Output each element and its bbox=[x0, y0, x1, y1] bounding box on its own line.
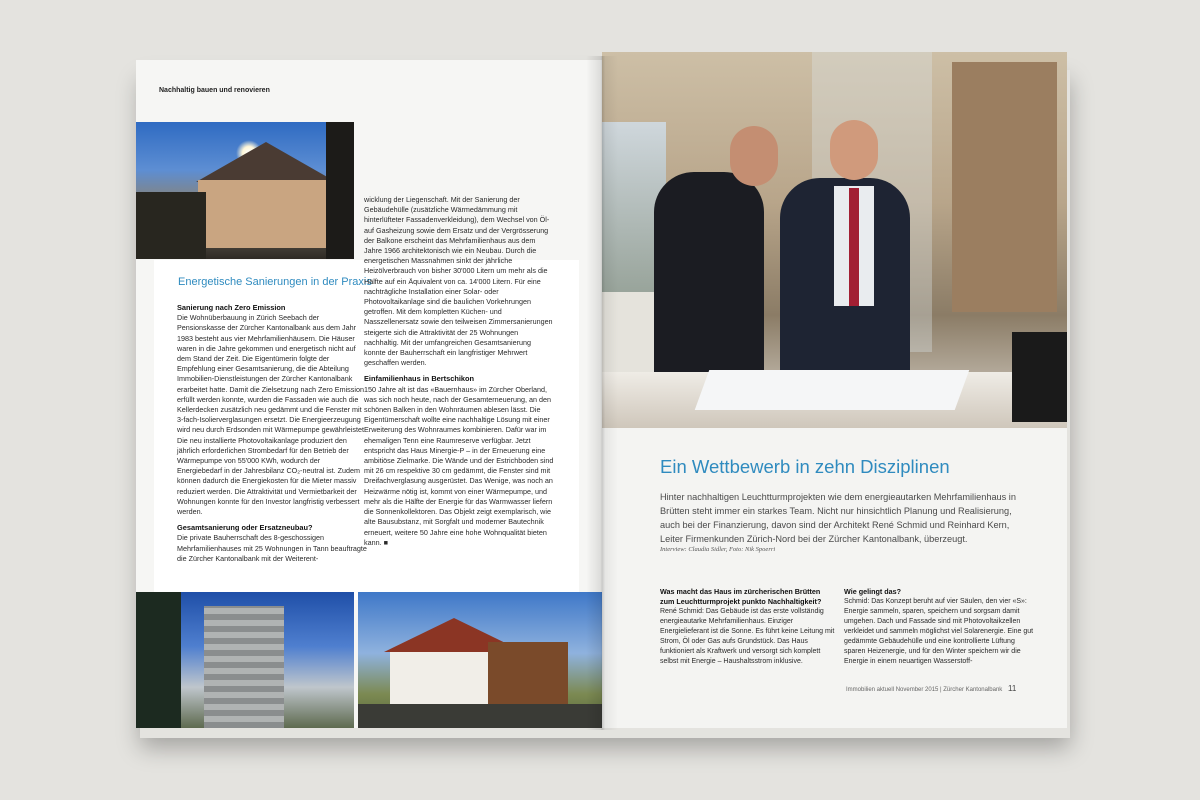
right-page bbox=[602, 52, 1067, 728]
section2-text: Die private Bauherrschaft des 8-geschossigen Mehrfamilienhauses mit 25 Wohnungen in Tann beauftragte die Zürcher Kantonalbank mit der Weiterent- bbox=[177, 533, 367, 563]
section3-text: 150 Jahre alt ist das «Bauernhaus» im Zürcher Oberland, was sich noch heute, nach der Gesamterneuerung, an den schönen Balken in den Wohnräumen ablesen lässt. Die Eigentümerschaft wollte eine nachhaltige Lösung mit einer Erweiterung des Wohnraumes kombinieren. Dafür war im ehemaligen Tenn eine Raumreserve verfügbar. Jetzt entspricht das Haus Minergie-P – in der Erneuerung eine ambitiöse Zielmarke. Die Wände und der Estrichboden sind mit 26 cm respektive 30 cm gedämmt, die Fenster sind mit Dreifachverglasung ausgerüstet. Das Wenige, was noch an Heizwärme nötig ist, kommt von einer Wärmepumpe, und mehr als die Hälfte der Energie für das Warmwasser liefern die Sonnenkollektoren. Das Objekt zeigt exemplarisch, wie alte Bausubstanz, mit Sorgfalt und moderner Bautechnik erneuert, weitere 50 Jahre eine hohe Wohnqualität bieten kann. ■ bbox=[364, 384, 554, 547]
spine-shadow bbox=[586, 56, 618, 730]
q2-heading: Wie gelingt das? bbox=[844, 587, 902, 596]
pine-tree bbox=[136, 592, 181, 728]
section2-heading: Gesamtsanierung oder Ersatzneubau? bbox=[177, 523, 313, 533]
article-credit: Interview: Claudia Sidler, Foto: Nik Spoerri bbox=[660, 546, 776, 553]
tree-shadow-right bbox=[326, 122, 354, 259]
col2-text: wicklung der Liegenschaft. Mit der Sanierung der Gebäudehülle (zusätzliche Wärmedämmung mit hinterlüfteter Fassadenverkleidung), dem Wechsel von Öl- auf Gasheizung sowie dem Ersatz und der Vergrösserung der Balkone erscheint das Mehrfamilienhaus aus dem Jahre 1966 architektonisch wie ein Neubau. Durch die energetischen Massnahmen sinkt der jährliche Heizölverbrauch von bisher 30'000 Litern um mehr als die Hälfte auf ein Äquivalent von ca. 14'000 Litern. Für eine nachträgliche Installation einer Solar- oder Photovoltaikanlage sind die baulichen Vorkehrungen getroffen. Mit dem kompletten Küchen- und Nasszellenersatz sowie den teilweisen Zimmersanierungen steigerte sich die Attraktivität der 25 Wohnungen nachhaltig. Mit der umfangreichen Gesamtsanierung konnte der Bauherrschaft ein langfristiger Mehrwert geschaffen werden. bbox=[364, 195, 553, 368]
column-1 bbox=[177, 303, 367, 570]
page-footer: Immobilien aktuell November 2015 | Zürcher Kantonalbank bbox=[846, 687, 1003, 693]
interview-photo bbox=[602, 52, 1067, 428]
wall-panel bbox=[952, 62, 1057, 312]
man1-head bbox=[730, 126, 778, 186]
left-page bbox=[136, 60, 602, 728]
farmhouse-photo bbox=[358, 592, 602, 728]
page-number: 11 bbox=[1008, 684, 1017, 693]
article-title: Ein Wettbewerb in zehn Disziplinen bbox=[660, 456, 950, 477]
man2-head bbox=[830, 120, 878, 180]
house-roof bbox=[196, 142, 336, 182]
section1-heading: Sanierung nach Zero Emission bbox=[177, 303, 286, 312]
man-dark-suit bbox=[654, 172, 764, 392]
scaffold-building-photo bbox=[136, 592, 354, 728]
red-tie bbox=[849, 188, 859, 306]
road bbox=[358, 704, 602, 728]
question-1 bbox=[660, 587, 835, 667]
question-2 bbox=[844, 587, 1034, 667]
scaffolded-tower bbox=[204, 606, 284, 728]
q2-text: Schmid: Das Konzept beruht auf vier Säulen, den vier «S»: Energie sammeln, sparen, speichern und sorgsam damit umgehen. Dach und Fassade sind mit Photovoltaikzellen verkleidet und sammeln möglichst viel Solarenergie. Eine gut gedämmte Gebäudehülle und eine kontrollierte Lüftung sparen Heizenergie, und für den Winter speichern wir die Energie in einem neuartigen Wasserstoff- bbox=[844, 598, 1034, 665]
q1-heading: Was macht das Haus im zürcherischen Brütten zum Leuchtturmprojekt punkto Nachhaltigkeit? bbox=[660, 587, 822, 606]
house-wall bbox=[198, 180, 334, 248]
running-head: Nachhaltig bauen und renovieren bbox=[159, 87, 270, 94]
column-2 bbox=[364, 195, 554, 554]
tree-shadow bbox=[136, 192, 206, 259]
architectural-plans bbox=[695, 370, 970, 410]
office-chair bbox=[1012, 332, 1067, 422]
building-photo-sunset bbox=[136, 122, 354, 259]
section1-text: Die Wohnüberbauung in Zürich Seebach der Pensionskasse der Zürcher Kantonalbank aus dem Jahr 1983 besteht aus vier Mehrfamilienhäusern. Die Häuser waren in die Jahre gekommen und energetisch nicht auf dem Stand der Zeit. Die Eigentümerin folgte der Empfehlung einer Gesamtsanierung, die die Abteilung Immobilien-Dienstleistungen der Zürcher Kantonalbank erarbeitet hatte. Damit die Zielsetzung nach Zero Emission erfüllt werden konnte, wurden die Fassaden wie auch die Kellerdecken zusätzlich neu gedämmt und die Fenster mit 3-fach-Isolierverglasungen ersetzt. Die Energieerzeugung wird neu durch Erdsonden mit Wärmepumpe gewährleistet. Die neu installierte Photovoltaikanlage produziert den jährlich erforderlichen Strombedarf für den Betrieb der Wärmepumpe von 55'000 KWh, wodurch der Energiebedarf in der Jahresbilanz CO₂-neutral ist. Zudem können dadurch die Energiekosten für die Mieter massiv reduziert werden. Die Attraktivität und Vermietbarkeit der Wohnungen konnte für den Investor langfristig verbessert werden. bbox=[177, 313, 366, 517]
barn bbox=[488, 642, 568, 708]
box-heading: Energetische Sanierungen in der Praxis bbox=[178, 276, 372, 288]
article-lead: Hinter nachhaltigen Leuchtturmprojekten wie dem energieautarken Mehrfamilienhaus in Brütten steht immer ein starkes Team. Nicht nur hinsichtlich Planung und Realisierung, auch bei der Finanzierung, davon sind der Architekt René Schmid und Reinhard Kern, Leiter Firmenkunden Zürich-Nord bei der Zürcher Kantonalbank, überzeugt. bbox=[660, 492, 1016, 544]
section3-heading: Einfamilienhaus in Bertschikon bbox=[364, 374, 475, 384]
q1-text: René Schmid: Das Gebäude ist das erste vollständig energieautarke Mehrfamilienhaus. Einziger Energielieferant ist die Sonne. Es führt keine Leitung mit Strom, Öl oder Gas aufs Grundstück. Das Haus funktioniert als Kraftwerk und versorgt sich komplett selbst mit Energie – Haushaltsstrom inklusive. bbox=[660, 608, 835, 665]
